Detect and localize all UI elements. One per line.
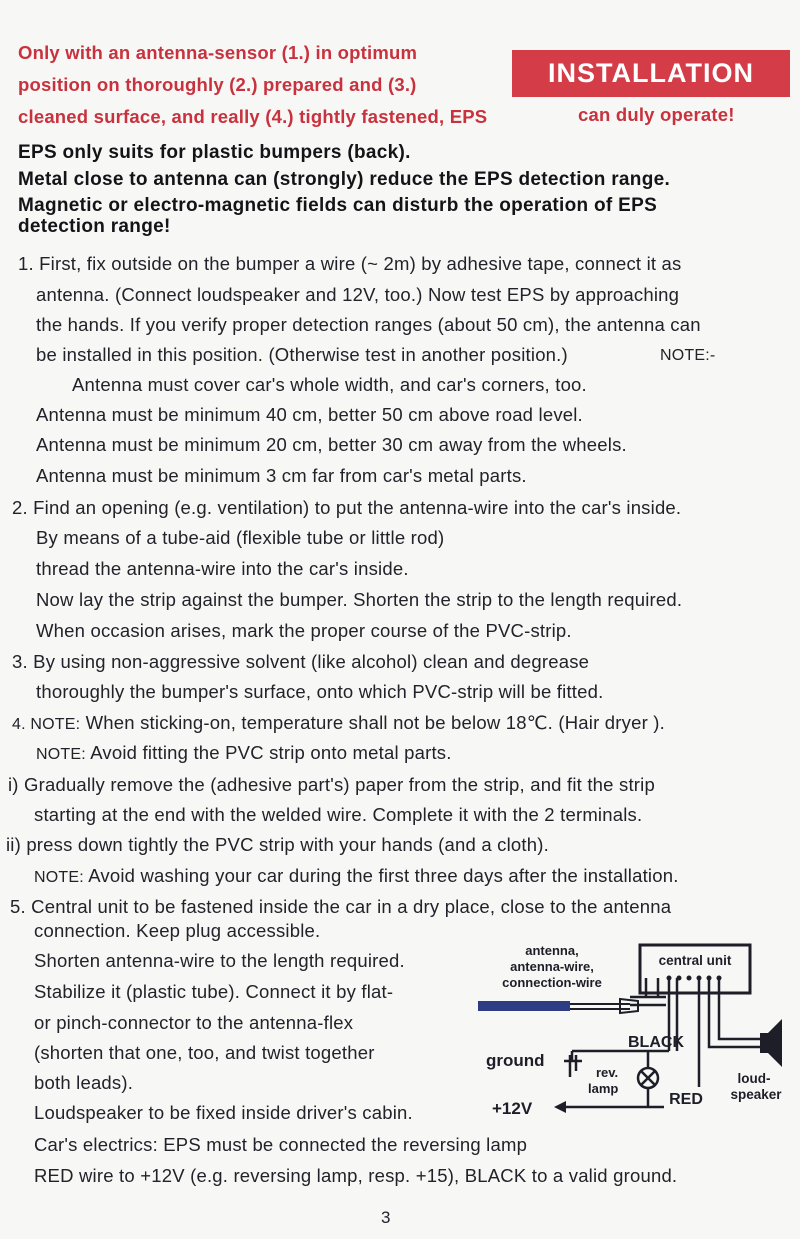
step4-note-text: When sticking-on, temperature shall not be below 18℃. (Hair dryer ).	[85, 712, 665, 733]
plus12-arrow	[554, 1101, 566, 1113]
step1-line-6: Antenna must be minimum 40 cm, better 50 cm above road level.	[36, 404, 583, 425]
antenna-strip	[478, 1001, 570, 1011]
step1-line-7: Antenna must be minimum 20 cm, better 30 cm away from the wheels.	[36, 434, 627, 455]
step4-ii-line-1: ii) press down tightly the PVC strip with your hands (and a cloth).	[6, 834, 549, 855]
label-rev: rev.	[596, 1065, 619, 1080]
intro-line-1: Only with an antenna-sensor (1.) in optimum	[18, 42, 418, 63]
warning-line-4: detection range!	[18, 216, 171, 237]
step4-ii-note	[34, 865, 679, 887]
step5-line-9: Car's electrics: EPS must be connected the reversing lamp	[34, 1134, 528, 1155]
loudspeaker-wire	[709, 978, 760, 1047]
step1-line-8: Antenna must be minimum 3 cm far from car's metal parts.	[36, 465, 527, 486]
label-antenna-3: connection-wire	[502, 975, 602, 990]
step4-ii-note-label: NOTE:	[34, 869, 84, 886]
step1-line-1: 1. First, fix outside on the bumper a wire (~ 2m) by adhesive tape, connect it as	[18, 253, 682, 274]
step5-line-1: 5. Central unit to be fastened inside the car in a dry place, close to the antenna	[10, 896, 672, 917]
lamp-symbol	[638, 1051, 658, 1107]
step5-line-6: (shorten that one, too, and twist together	[34, 1042, 375, 1063]
step5-line-4: Stabilize it (plastic tube). Connect it by flat-	[34, 981, 394, 1002]
step4-i-line-1: i) Gradually remove the (adhesive part's) paper from the strip, and fit the strip	[8, 774, 655, 795]
label-plus12: +12V	[492, 1099, 533, 1118]
label-ground: ground	[486, 1051, 545, 1070]
intro-line-3b: can duly operate!	[578, 104, 735, 125]
step5-line-3: Shorten antenna-wire to the length required.	[34, 950, 405, 971]
step4-note2-label: NOTE:	[36, 746, 86, 763]
step5-line-5: or pinch-connector to the antenna-flex	[34, 1012, 354, 1033]
label-loud: loud-	[737, 1071, 771, 1086]
step1-line-4: be installed in this position. (Otherwise test in another position.)	[36, 344, 568, 365]
step4-note2-text: Avoid fitting the PVC strip onto metal parts.	[90, 742, 452, 763]
step4-note-label: 4. NOTE:	[12, 716, 81, 733]
step1-line-2: antenna. (Connect loudspeaker and 12V, too.) Now test EPS by approaching	[36, 284, 680, 305]
step4-line-2	[36, 742, 452, 764]
warning-line-3: Magnetic or electro-magnetic fields can disturb the operation of EPS	[18, 195, 658, 216]
step5-line-7: both leads).	[34, 1072, 134, 1093]
warning-line-2: Metal close to antenna can (strongly) reduce the EPS detection range.	[18, 169, 671, 190]
page-number: 3	[381, 1208, 391, 1227]
label-antenna-1: antenna,	[525, 943, 579, 958]
central-unit-label: central unit	[658, 953, 732, 968]
step1-line-3: the hands. If you verify proper detection ranges (about 50 cm), the antenna can	[36, 314, 701, 335]
step2-line-5: When occasion arises, mark the proper course of the PVC-strip.	[36, 620, 572, 641]
wiring-diagram	[470, 935, 800, 1125]
intro-line-2: position on thoroughly (2.) prepared and (3.)	[18, 74, 417, 95]
step4-ii-note-text: Avoid washing your car during the first three days after the installation.	[88, 865, 679, 886]
intro-line-3a: cleaned surface, and really (4.) tightly fastened, EPS	[18, 106, 488, 127]
label-black: BLACK	[628, 1034, 684, 1051]
step4-i-line-2: starting at the end with the welded wire. Complete it with the 2 terminals.	[34, 804, 643, 825]
label-lamp: lamp	[588, 1081, 619, 1096]
label-speaker: speaker	[730, 1087, 782, 1102]
step3-line-1: 3. By using non-aggressive solvent (like alcohol) clean and degrease	[12, 651, 590, 672]
step3-line-2: thoroughly the bumper's surface, onto which PVC-strip will be fitted.	[36, 681, 604, 702]
step1-note-label: NOTE:-	[660, 347, 716, 364]
antenna-connector	[570, 999, 638, 1013]
step2-line-1: 2. Find an opening (e.g. ventilation) to put the antenna-wire into the car's inside.	[12, 497, 682, 518]
step2-line-4: Now lay the strip against the bumper. Shorten the strip to the length required.	[36, 589, 683, 610]
connector-pins	[667, 976, 722, 981]
installation-title: INSTALLATION	[512, 50, 790, 97]
ground-symbol	[564, 1051, 582, 1077]
warning-line-1: EPS only suits for plastic bumpers (back).	[18, 142, 411, 163]
step5-line-8: Loudspeaker to be fixed inside driver's cabin.	[34, 1102, 413, 1123]
label-red: RED	[669, 1091, 703, 1108]
step2-line-3: thread the antenna-wire into the car's inside.	[36, 558, 409, 579]
step5-line-2: connection. Keep plug accessible.	[34, 920, 321, 941]
label-antenna-2: antenna-wire,	[510, 959, 594, 974]
step2-line-2: By means of a tube-aid (flexible tube or little rod)	[36, 527, 445, 548]
step5-line-10: RED wire to +12V (e.g. reversing lamp, resp. +15), BLACK to a valid ground.	[34, 1165, 678, 1186]
loudspeaker-icon	[760, 1019, 782, 1067]
step4-line-1	[12, 712, 665, 734]
step1-line-5: Antenna must cover car's whole width, and car's corners, too.	[72, 374, 587, 395]
